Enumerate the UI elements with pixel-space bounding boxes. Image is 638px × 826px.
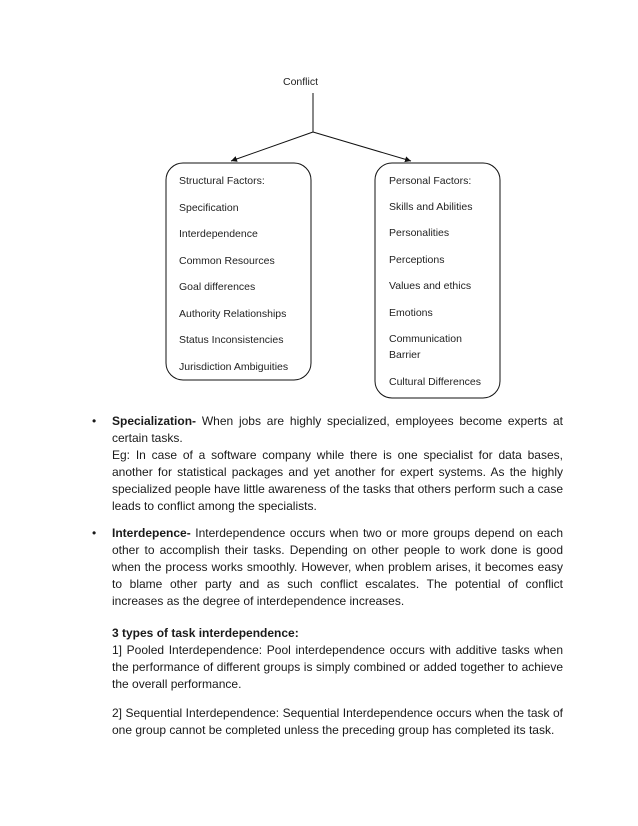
types-heading: 3 types of task interdependence: [112, 626, 299, 640]
structural-factors-title: Structural Factors: [179, 175, 265, 187]
box-item: Specification [179, 202, 239, 214]
sequential-interdependence: 2] Sequential Interdependence: Sequential Interdependence occurs when the task of one group cannot be completed unless the preceding group has completed its task. [112, 706, 563, 737]
sequential-block [112, 705, 563, 739]
box-item: Perceptions [389, 254, 445, 266]
types-heading-block [112, 625, 563, 693]
personal-factors-title: Personal Factors: [389, 175, 472, 187]
box-item: Authority Relationships [179, 308, 287, 320]
box-item: Status Inconsistencies [179, 334, 284, 346]
conflict-diagram [0, 0, 638, 400]
interdependence-text: Interdependence occurs when two or more groups depend on each other to accomplish their tasks. Depending on other people to work done is good when the process works smoothly. However, when problem arises, it becomes easy to blame other party and as such conflict escalates. The potential of conflict increases as the degree of interdependence increases. [112, 526, 563, 608]
pooled-interdependence: 1] Pooled Interdependence: Pool interdependence occurs with additive tasks when the performance of different groups is simply combined or added together to achieve the overall performance. [112, 643, 563, 691]
bullet-icon: • [92, 526, 97, 540]
box-item: Cultural Differences [389, 376, 482, 388]
box-item: Emotions [389, 307, 433, 319]
specialization-paragraph [112, 413, 563, 515]
interdependence-heading: Interdepence- [112, 526, 191, 540]
interdependence-paragraph [112, 525, 563, 610]
box-item: Goal differences [179, 281, 256, 293]
box-item: Interdependence [179, 228, 258, 240]
bullet-icon: • [92, 414, 97, 428]
structural-factors-box [166, 163, 311, 380]
specialization-heading: Specialization- [112, 414, 197, 428]
box-item: Communication [389, 333, 462, 345]
box-item: Values and ethics [389, 280, 472, 292]
specialization-example: Eg: In case of a software company while there is one specialist for data bases, another for statistical packages and yet another for expert systems. As the highly specialized people have little awareness of the tasks that others perform such a case leads to conflict among the specialists. [112, 448, 563, 513]
box-item: Skills and Abilities [389, 201, 473, 213]
diagram-root-label: Conflict [283, 76, 319, 88]
box-item: Jurisdiction Ambiguities [179, 361, 289, 373]
left-arrow [231, 132, 313, 161]
box-item: Personalities [389, 227, 450, 239]
box-item: Common Resources [179, 255, 275, 267]
specialization-text: When jobs are highly specialized, employees become experts at certain tasks. [112, 414, 563, 445]
box-item: Barrier [389, 349, 421, 361]
right-arrow [313, 132, 411, 161]
